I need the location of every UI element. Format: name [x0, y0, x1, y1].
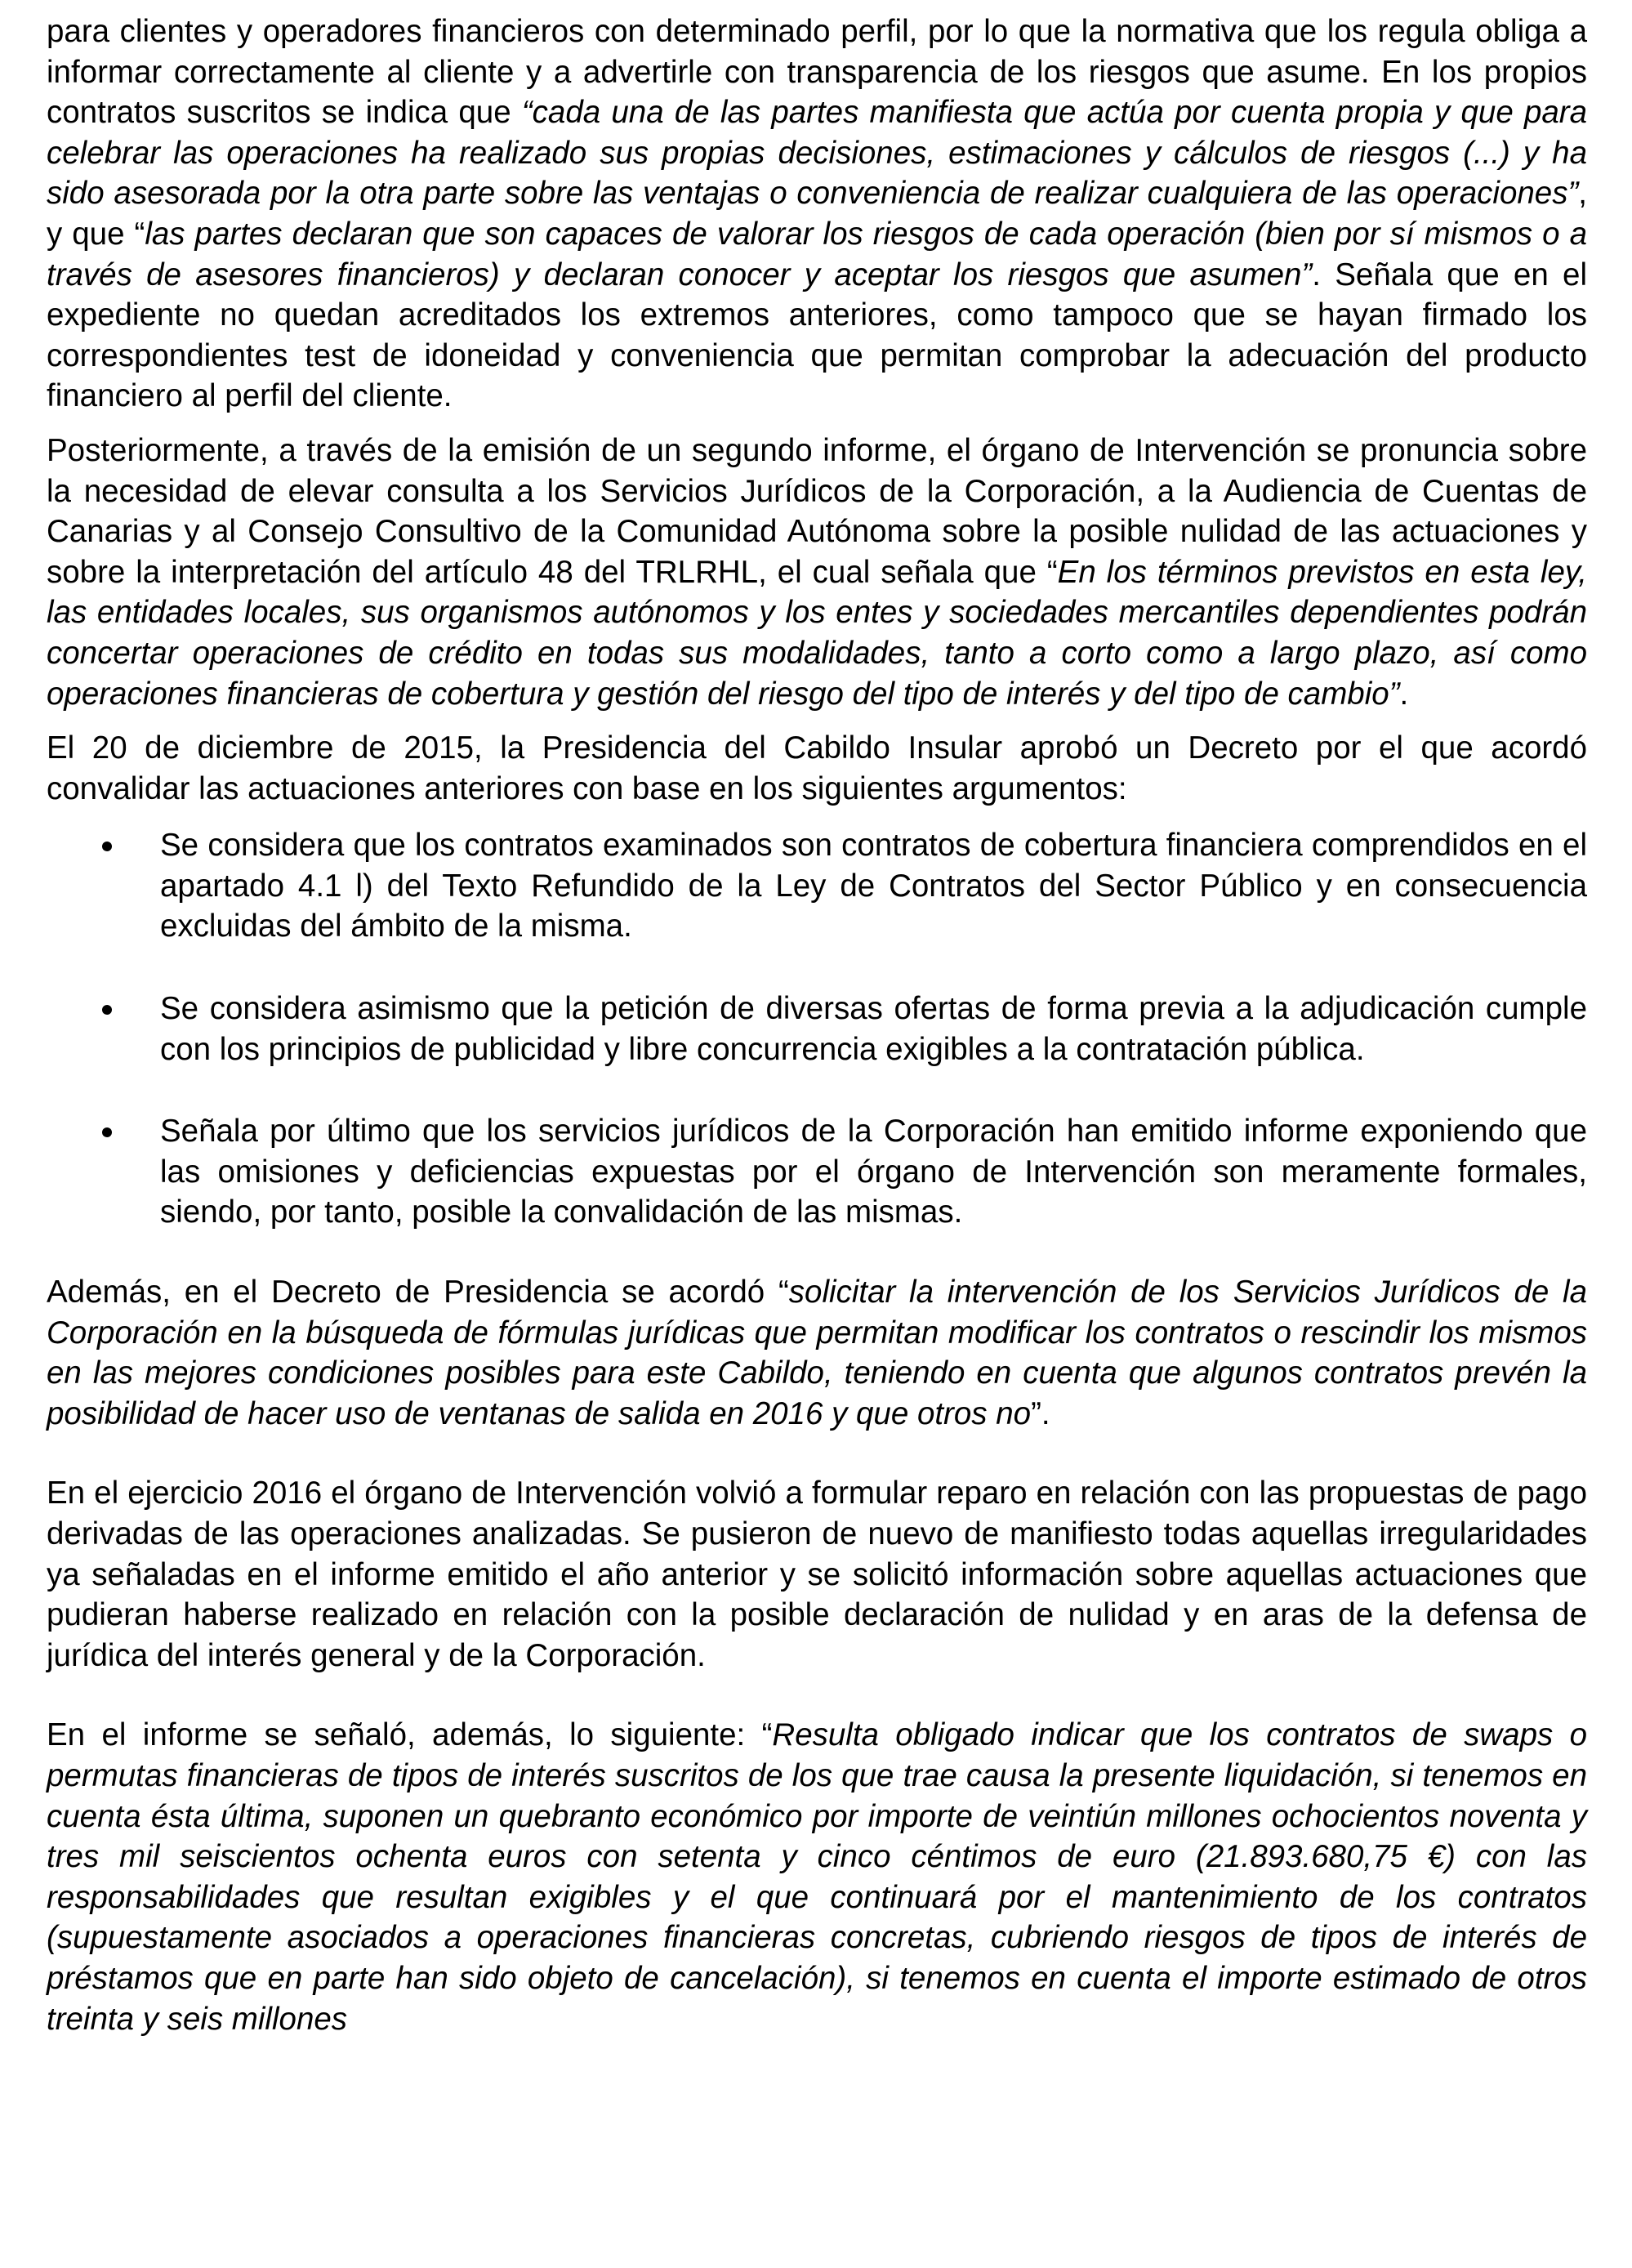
bullet-icon — [102, 1127, 112, 1137]
paragraph-2016-objection — [47, 1473, 1587, 1676]
text-run: En el informe se señaló, además, lo siguiente: “ — [47, 1717, 773, 1753]
paragraph-report-quote — [47, 1715, 1587, 2039]
paragraph-clients-risks — [47, 11, 1587, 417]
text-run: Además, en el Decreto de Presidencia se acordó “ — [47, 1275, 789, 1310]
quoted-contract-text: las partes declaran que son capaces de valorar los riesgos de cada operación (bien por sí mismos o a través de asesores financieros) y declaran conocer y aceptar los riesgos que asumen” — [47, 216, 1587, 292]
text-run: ”. — [1031, 1395, 1050, 1431]
list-item-text: Señala por último que los servicios jurídicos de la Corporación han emitido informe exponiendo que las omisiones y deficiencias expuestas por el órgano de Intervención son meramente formales, siendo, por tanto, posible la convalidación de las mismas. — [160, 1114, 1587, 1230]
paragraph-presidency-decree — [47, 1272, 1587, 1434]
text-run: En el ejercicio 2016 el órgano de Intervención volvió a formular reparo en relación con las propuestas de pago derivadas de las operaciones analizadas. Se pusieron de nuevo de manifiesto todas aquellas irregularidades ya señaladas en el informe emitido el año anterior y se solicitó información sobre aquellas actuaciones que pudieran haberse realizado en relación con la posible declaración de nulidad y en aras de la defensa de jurídica del interés general y de la Corporación. — [47, 1476, 1587, 1673]
text-run: . Señala que en el expediente no quedan acreditados los extremos anteriores, como tampoco que se hayan firmado los correspondientes test de idoneidad y conveniencia que permitan comprobar la adecuación del producto financiero al perfil del cliente. — [47, 257, 1587, 414]
list-item — [47, 1111, 1587, 1233]
document-page — [47, 11, 1587, 2039]
text-run: El 20 de diciembre de 2015, la Presidencia del Cabildo Insular aprobó un Decreto por el que acordó convalidar las actuaciones anteriores con base en los siguientes argumentos: — [47, 730, 1587, 806]
text-run: para clientes y operadores financieros con determinado perfil, por lo que la normativa que los regula obliga a informar correctamente al cliente y a advertirle con transparencia de los riesgos que asume. En los propios contratos suscritos se indica que — [47, 14, 1587, 131]
bullet-icon — [102, 1005, 112, 1015]
bullet-icon — [102, 842, 112, 851]
text-run: , y que “ — [47, 176, 1587, 252]
text-run: . — [1399, 676, 1409, 712]
paragraph-second-report — [47, 431, 1587, 714]
list-item — [47, 989, 1587, 1069]
quoted-report-text: Resulta obligado indicar que los contratos de swaps o permutas financieras de tipos de interés suscritos de los que trae causa la presente liquidación, si tenemos en cuenta ésta última, suponen un quebranto económico por importe de veintiún millones ochocientos noventa y tres mil seiscientos ochenta euros con setenta y cinco céntimos de euro (21.893.680,75 €) con las responsabilidades que resultan exigibles y el que continuará por el mantenimiento de los contratos (supuestamente asociados a operaciones financieras concretas, cubriendo riesgos de tipos de interés de préstamos que en parte han sido objeto de cancelación), si tenemos en cuenta el importe estimado de otros treinta y seis millones — [47, 1717, 1588, 2037]
list-item-text: Se considera asimismo que la petición de diversas ofertas de forma previa a la adjudicación cumple con los principios de publicidad y libre concurrencia exigibles a la contratación pública. — [160, 991, 1587, 1067]
argument-list — [47, 825, 1587, 1233]
quoted-decree-text: solicitar la intervención de los Servicios Jurídicos de la Corporación en la búsqueda de fórmulas jurídicas que permitan modificar los contratos o rescindir los mismos en las mejores condiciones posibles para este Cabildo, teniendo en cuenta que algunos contratos prevén la posibilidad de hacer uso de ventanas de salida en 2016 y que otros no — [47, 1275, 1587, 1431]
text-run: Posteriormente, a través de la emisión de un segundo informe, el órgano de Intervención se pronuncia sobre la necesidad de elevar consulta a los Servicios Jurídicos de la Corporación, a la Audiencia de Cuentas de Canarias y al Consejo Consultivo de la Comunidad Autónoma sobre la posible nulidad de las actuaciones y sobre la interpretación del artículo 48 del TRLRHL, el cual señala que “ — [47, 432, 1587, 590]
list-item — [47, 825, 1587, 947]
quoted-contract-text: “cada una de las partes manifiesta que actúa por cuenta propia y que para celebrar las operaciones ha realizado sus propias decisiones, estimaciones y cálculos de riesgos (...) y ha sido asesorada por la otra parte sobre las ventajas o conveniencia de realizar cualquiera de las operaciones” — [47, 95, 1588, 212]
paragraph-decree — [47, 728, 1587, 809]
quoted-law-text: En los términos previstos en esta ley, las entidades locales, sus organismos autónomos y los entes y sociedades mercantiles dependientes podrán concertar operaciones de crédito en todas sus modalidades, tanto a corto como a largo plazo, así como operaciones financieras de cobertura y gestión del riesgo del tipo de interés y del tipo de cambio” — [47, 554, 1587, 712]
list-item-text: Se considera que los contratos examinados son contratos de cobertura financiera comprendidos en el apartado 4.1 l) del Texto Refundido de la Ley de Contratos del Sector Público y en consecuencia excluidas del ámbito de la misma. — [160, 828, 1587, 944]
